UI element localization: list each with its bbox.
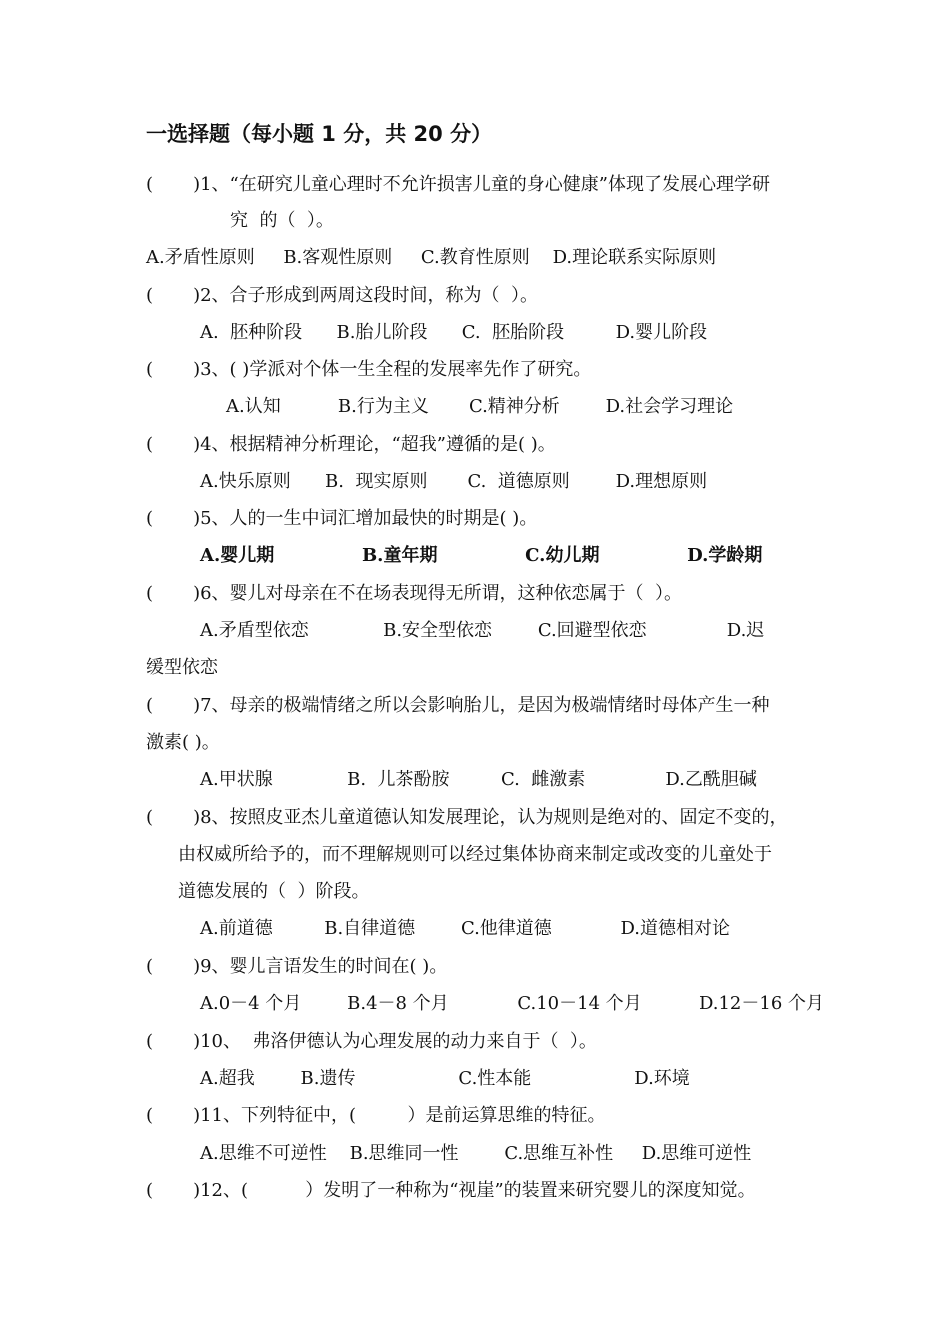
- question-2: ( )2、合子形成到两周这段时间，称为（ ）。: [146, 285, 538, 306]
- question-6: ( )6、婴儿对母亲在不在场表现得无所谓，这种依恋属于（ ）。: [146, 583, 682, 604]
- question-7: ( )7、母亲的极端情绪之所以会影响胎儿，是因为极端情绪时母体产生一种: [146, 695, 770, 716]
- question-1: ( )1、“在研究儿童心理时不允许损害儿童的身心健康”体现了发展心理学研: [146, 174, 770, 195]
- question-8-cont: 由权威所给予的，而不理解规则可以经过集体协商来制定或改变的儿童处于: [178, 844, 772, 865]
- question-11: ( )11、下列特征中，( ）是前运算思维的特征。: [146, 1105, 606, 1126]
- q6-options: A.矛盾型依恋 B.安全型依恋 C.回避型依恋 D.迟: [200, 620, 765, 641]
- question-10: ( )10、 弗洛伊德认为心理发展的动力来自于（ ）。: [146, 1031, 597, 1052]
- question-4: ( )4、根据精神分析理论，“超我”遵循的是( )。: [146, 434, 556, 455]
- q1-options: A.矛盾性原则 B.客观性原则 C.教育性原则 D.理论联系实际原则: [146, 247, 717, 268]
- q3-options: A.认知 B.行为主义 C.精神分析 D.社会学习理论: [226, 396, 734, 417]
- q5-options: A.婴儿期 B.童年期 C.幼儿期 D.学龄期: [200, 545, 763, 566]
- q2-options: A. 胚种阶段 B.胎儿阶段 C. 胚胎阶段 D.婴儿阶段: [200, 322, 708, 343]
- q6-options-cont: 缓型依恋: [146, 657, 218, 678]
- question-1-cont: 究 的（ ）。: [230, 210, 334, 231]
- q9-options: A.0－4 个月 B.4－8 个月 C.10－14 个月 D.12－16 个月: [200, 993, 824, 1014]
- question-8: ( )8、按照皮亚杰儿童道德认知发展理论，认为规则是绝对的、固定不变的，: [146, 807, 788, 828]
- section-title: 一选择题（每小题 1 分，共 20 分）: [146, 122, 493, 146]
- question-8-cont2: 道德发展的（ ）阶段。: [178, 881, 370, 902]
- q10-options: A.超我 B.遗传 C.性本能 D.环境: [200, 1068, 690, 1089]
- question-7-cont: 激素( )。: [146, 732, 220, 753]
- q7-options: A.甲状腺 B. 儿茶酚胺 C. 雌激素 D.乙酰胆碱: [200, 769, 757, 790]
- q8-options: A.前道德 B.自律道德 C.他律道德 D.道德相对论: [200, 918, 730, 939]
- question-12: ( )12、( ）发明了一种称为“视崖”的装置来研究婴儿的深度知觉。: [146, 1180, 756, 1201]
- question-3: ( )3、( )学派对个体一生全程的发展率先作了研究。: [146, 359, 592, 380]
- q4-options: A.快乐原则 B. 现实原则 C. 道德原则 D.理想原则: [200, 471, 708, 492]
- question-5: ( )5、人的一生中词汇增加最快的时期是( )。: [146, 508, 538, 529]
- question-9: ( )9、婴儿言语发生的时间在( )。: [146, 956, 448, 977]
- q11-options: A.思维不可逆性 B.思维同一性 C.思维互补性 D.思维可逆性: [200, 1143, 752, 1164]
